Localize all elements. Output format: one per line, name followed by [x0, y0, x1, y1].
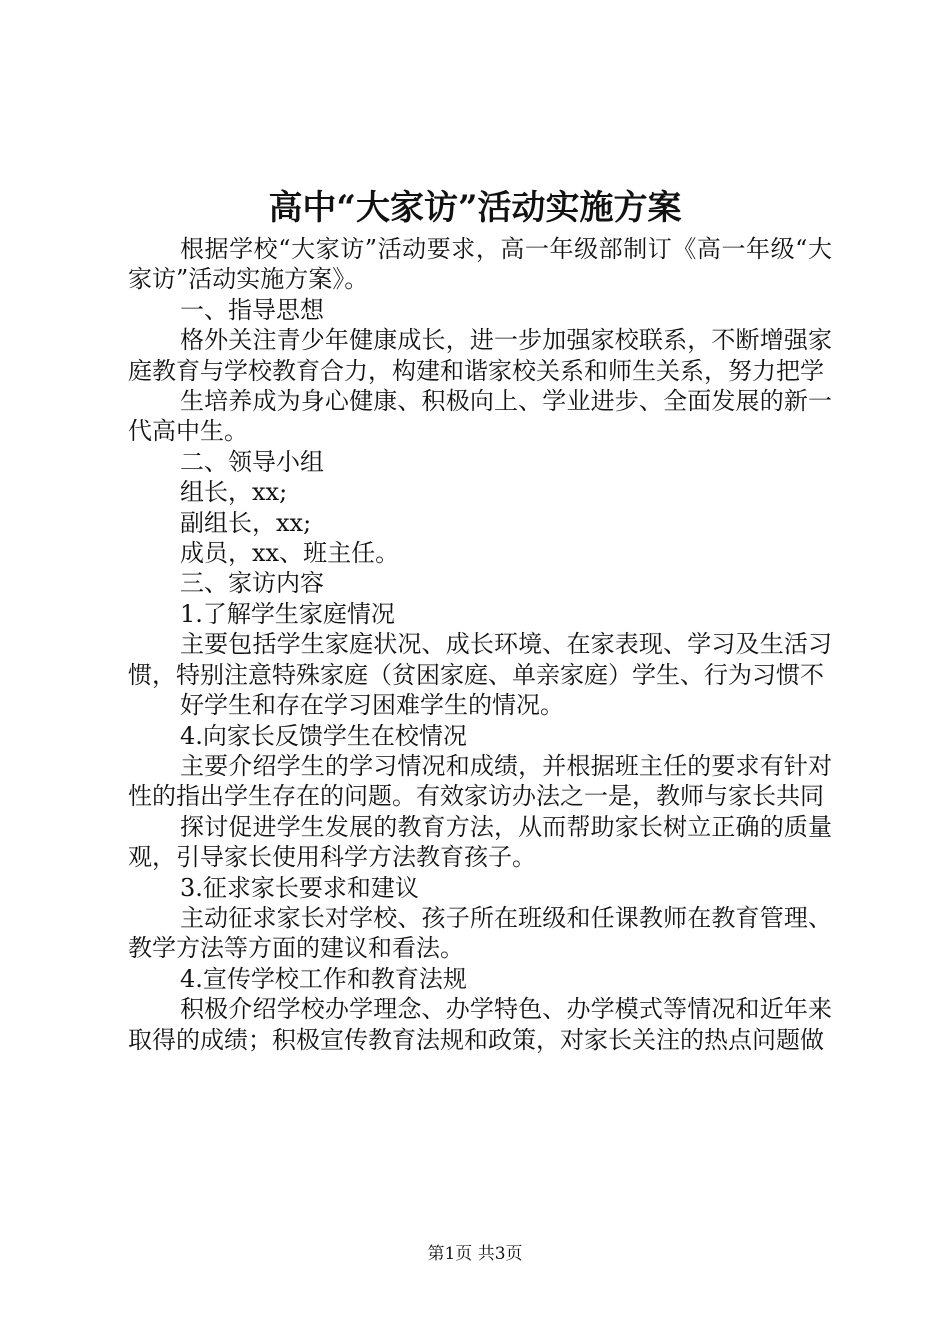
page-footer: 第1页 共3页: [427, 1244, 523, 1264]
paragraph-suggestions: 主动征求家长对学校、孩子所在班级和任课教师在教育管理、教学方法等方面的建议和看法。: [128, 903, 832, 963]
paragraph-members: 成员，xx、班主任。: [180, 539, 400, 568]
paragraph-family-situation-2: 好学生和存在学习困难学生的情况。: [180, 691, 564, 720]
paragraph-publicity: 积极介绍学校办学理念、办学特色、办学模式等情况和近年来取得的成绩；积极宣传教育法规和政策，对家长关注的热点问题做: [128, 995, 832, 1054]
subheading-publicity: 4.宣传学校工作和教育法规: [180, 964, 467, 993]
heading-guiding-thought: 一、指导思想: [180, 295, 324, 324]
paragraph-deputy-leader: 副组长，xx;: [180, 508, 312, 537]
paragraph-intro: 根据学校“大家访”活动要求，高一年级部制订《高一年级“大家访”活动实施方案》。: [128, 235, 832, 294]
paragraph-feedback-2: 探讨促进学生发展的教育方法，从而帮助家长树立正确的质量观，引导家长使用科学方法教育孩子。: [128, 812, 832, 872]
heading-leadership-group: 二、领导小组: [180, 447, 324, 476]
subheading-feedback: 4.向家长反馈学生在校情况: [180, 721, 467, 750]
paragraph-guiding-thought-1: 格外关注青少年健康成长，进一步加强家校联系，不断增强家庭教育与学校教育合力，构建和谐家校关系和师生关系，努力把学: [128, 326, 832, 385]
document-title: 高中“大家访”活动实施方案: [268, 188, 682, 228]
paragraph-guiding-thought-2: 生培养成为身心健康、积极向上、学业进步、全面发展的新一代高中生。: [128, 387, 832, 446]
heading-visit-content: 三、家访内容: [180, 569, 324, 598]
paragraph-family-situation-1: 主要包括学生家庭状况、成长环境、在家表现、学习及生活习惯，特别注意特殊家庭（贫困家庭、单亲家庭）学生、行为习惯不: [128, 630, 832, 689]
document-body: [128, 234, 832, 1055]
paragraph-group-leader: 组长，xx;: [180, 478, 288, 507]
subheading-family-situation: 1.了解学生家庭情况: [180, 599, 395, 628]
subheading-suggestions: 3.征求家长要求和建议: [180, 873, 419, 902]
paragraph-feedback-1: 主要介绍学生的学习情况和成绩，并根据班主任的要求有针对性的指出学生存在的问题。有效家访办法之一是，教师与家长共同: [128, 751, 832, 811]
